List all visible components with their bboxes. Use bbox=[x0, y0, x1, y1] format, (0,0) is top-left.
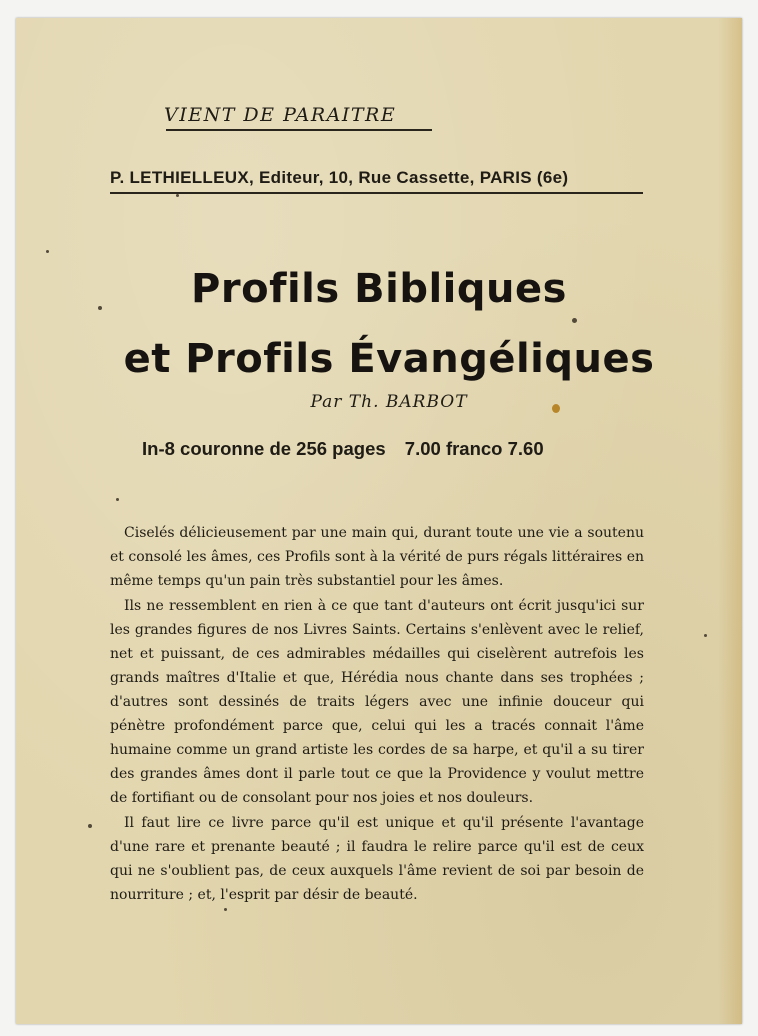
paper-speck bbox=[46, 250, 49, 253]
paper-speck bbox=[116, 498, 119, 501]
publisher-line: P. LETHIELLEUX, Editeur, 10, Rue Cassette, PARIS (6e) bbox=[110, 168, 569, 187]
paragraph-3: Il faut lire ce livre parce qu'il est unique et qu'il présente l'avantage d'une rare et prenante beauté ; il faudra le relire parce qu'il est de ceux qui ne s'oublient pas, de ceux auxquels l'âme revient de soi par besoin de nourriture ; et, l'esprit par désir de beauté. bbox=[110, 815, 644, 903]
author-line: Par Th. BARBOT bbox=[310, 392, 468, 412]
paper-speck bbox=[704, 634, 707, 637]
paper-stain bbox=[552, 404, 560, 413]
paper-speck bbox=[98, 306, 102, 310]
description-text bbox=[110, 521, 644, 907]
paper-sheet bbox=[16, 18, 742, 1024]
announcement-heading: VIENT DE PARAITRE bbox=[164, 104, 397, 126]
publisher-underline bbox=[110, 192, 643, 194]
book-title-line-1: Profils Bibliques bbox=[191, 266, 567, 312]
book-price: 7.00 franco 7.60 bbox=[404, 438, 544, 459]
paper-edge-shadow bbox=[718, 18, 742, 1024]
paragraph-1: Ciselés délicieusement par une main qui, durant toute une vie a soutenu et consolé les âmes, ces Profils sont à la vérité de purs régals littéraires en même temps qu'un pain très substantiel pour les âmes. bbox=[110, 525, 644, 589]
book-format: In-8 couronne de 256 pages bbox=[142, 438, 386, 459]
paragraph-2: Ils ne ressemblent en rien à ce que tant d'auteurs ont écrit jusqu'ici sur les grandes figures de nos Livres Saints. Certains s'enlèvent avec le relief, net et puissant, de ces admirables médailles qui ciselèrent autrefois les grands maîtres d'Italie et que, Hérédia nous chante dans ses trophées ; d'autres sont dessinés de traits légers avec une infinie douceur qui pénètre profondément parce que, celui qui les a tracés connait l'âme humaine comme un grand artiste les cordes de sa harpe, et qu'il a su tirer des grandes âmes dont il parle tout ce que la Providence y voulut mettre de fortifiant ou de consolant pour nos joies et nos douleurs. bbox=[110, 598, 644, 806]
book-title-line-2: et Profils Évangéliques bbox=[123, 336, 655, 382]
paper-speck bbox=[88, 824, 92, 828]
paper-speck bbox=[176, 194, 179, 197]
book-details bbox=[142, 438, 558, 460]
paper-speck bbox=[572, 318, 577, 323]
paper-speck bbox=[224, 908, 227, 911]
announcement-underline bbox=[166, 129, 432, 131]
